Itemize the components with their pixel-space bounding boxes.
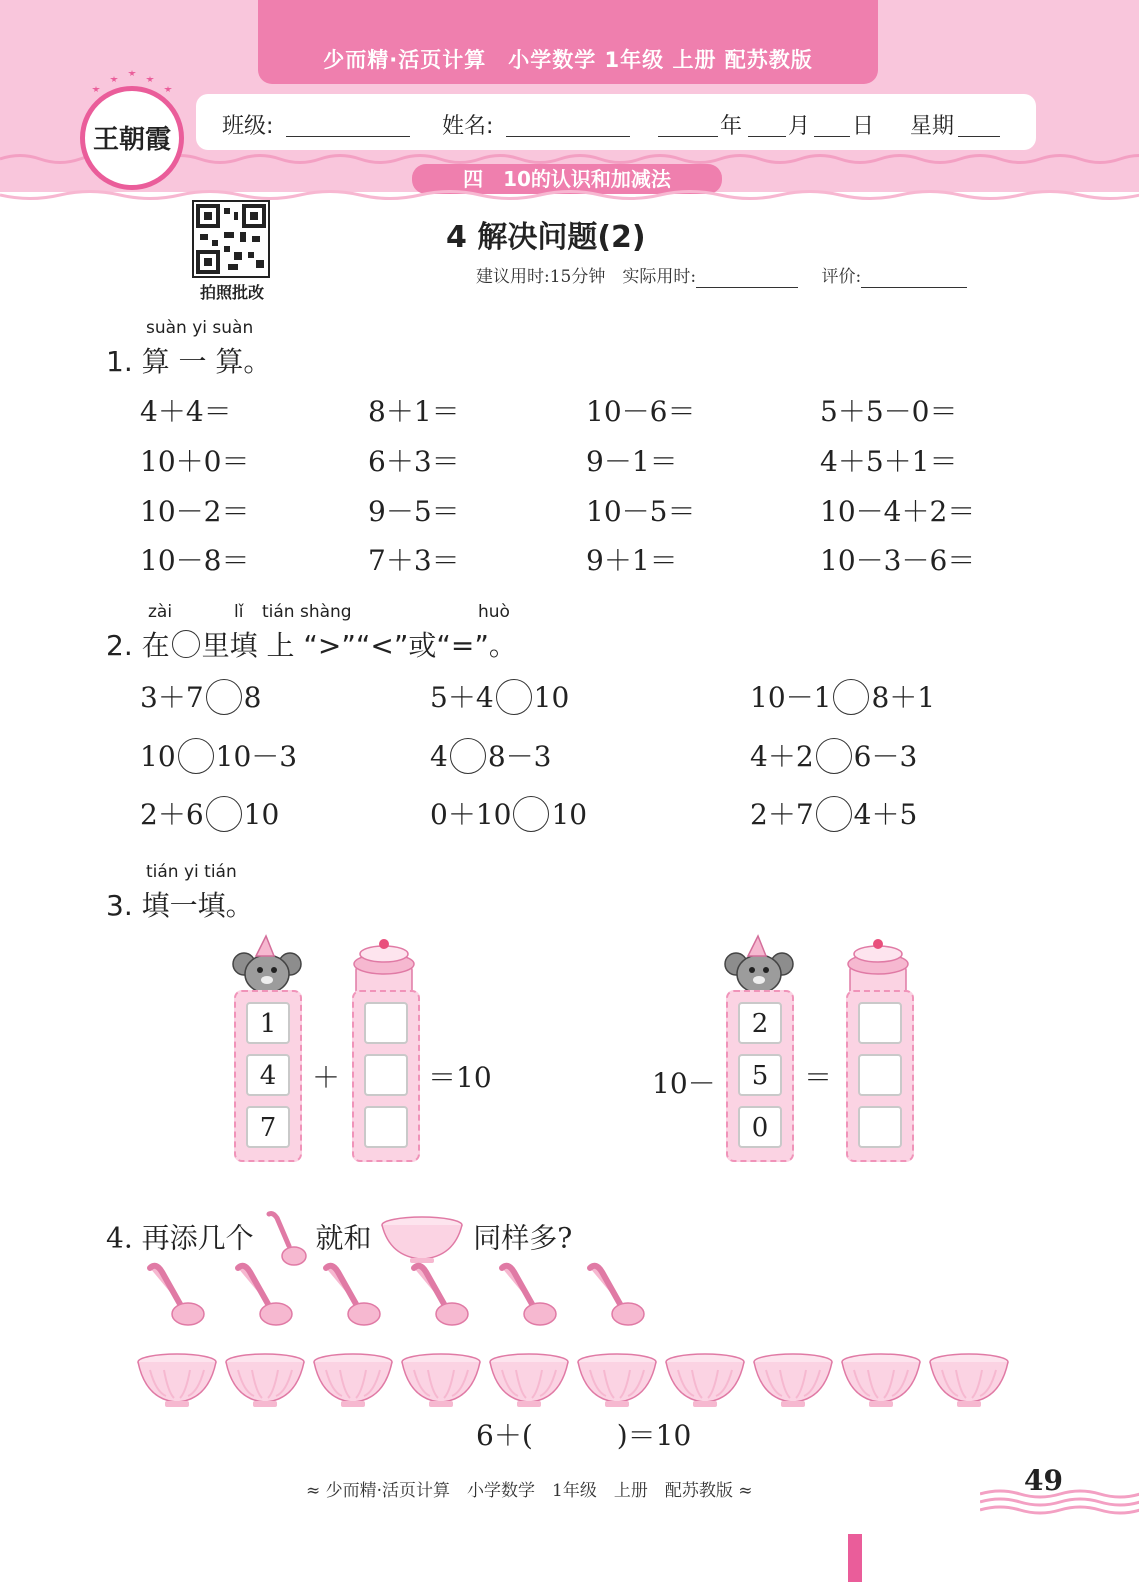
q4-equation (476, 1414, 691, 1454)
actual-time-field[interactable] (696, 267, 798, 288)
name-field[interactable] (506, 136, 630, 137)
q4-eq-left: 6＋( (476, 1419, 533, 1452)
q2-left: 10－1 (750, 681, 832, 714)
q1-eq[interactable]: 5＋5－0＝ (820, 395, 958, 428)
answer-circle[interactable] (206, 679, 242, 715)
evaluation-label: 评价: (821, 267, 862, 287)
year-label: 年 (720, 114, 743, 139)
right-number-column (726, 990, 794, 1162)
page-number: 49 (1024, 1464, 1063, 1497)
q1-eq[interactable]: 4＋4＝ (140, 395, 232, 428)
answer-cell[interactable] (364, 1106, 408, 1148)
bowl-icon (136, 1352, 218, 1412)
class-label: 班级: (222, 114, 274, 139)
bowl-icon (928, 1352, 1010, 1412)
q2-right: 8＋1 (871, 681, 936, 714)
answer-circle[interactable] (450, 738, 486, 774)
q2-comparison (430, 735, 551, 777)
q1-eq[interactable]: 10＋0＝ (140, 445, 250, 478)
bowl-icon (752, 1352, 834, 1412)
footer-text: ≈ 少而精·活页计算 小学数学 1年级 上册 配苏教版 ≈ (306, 1481, 753, 1501)
qr-label: 拍照批改 (199, 283, 264, 302)
q2-comparison (140, 793, 279, 835)
q4-heading-c: 同样多? (473, 1221, 573, 1255)
day-label: 日 (852, 114, 875, 139)
number-cell: 2 (738, 1002, 782, 1044)
q2-right: 10－3 (215, 740, 298, 773)
spoon-icon (408, 1262, 472, 1332)
q1-eq[interactable]: 6＋3＝ (368, 445, 460, 478)
q2-comparison (750, 793, 917, 835)
q4-eq-right: )＝10 (616, 1419, 692, 1452)
answer-circle[interactable] (206, 796, 242, 832)
bowl-icon (576, 1352, 658, 1412)
right-prefix: 10－ (652, 1067, 716, 1100)
q2-comparison (750, 735, 917, 777)
left-result: ＝10 (428, 1061, 492, 1094)
q2-left: 10 (140, 740, 176, 773)
q2-comparison (430, 793, 587, 835)
left-number-column (234, 990, 302, 1162)
spoon-icon (320, 1262, 384, 1332)
q2-left: 0＋10 (430, 798, 512, 831)
right-answer-column (846, 990, 914, 1162)
logo-text: 王朝霞 (92, 125, 171, 155)
bowl-icon (380, 1215, 464, 1265)
q1-eq[interactable]: 10－5＝ (586, 495, 696, 528)
mouse-icon (724, 934, 794, 994)
answer-cell[interactable] (364, 1002, 408, 1044)
q2-comparison (140, 676, 261, 718)
number-cell: 4 (246, 1054, 290, 1096)
answer-circle[interactable] (496, 679, 532, 715)
student-info-box (196, 94, 1036, 150)
number-cell: 1 (246, 1002, 290, 1044)
q2-right: 10 (551, 798, 588, 831)
q2-pinyin-tianshang: tián shàng (262, 602, 352, 622)
qr-code-icon[interactable] (192, 200, 270, 278)
page-edge-mark (848, 1534, 862, 1582)
spoon-icon (496, 1262, 560, 1332)
number-cell: 5 (738, 1054, 782, 1096)
answer-cell[interactable] (858, 1002, 902, 1044)
q2-left: 2＋6 (140, 798, 204, 831)
q2-pinyin-zai: zài (148, 602, 173, 622)
q2-right: 4＋5 (853, 798, 918, 831)
spoon-icon (232, 1262, 296, 1332)
q1-heading: 1. 算 一 算。 (106, 345, 272, 378)
time-line (476, 262, 967, 288)
q2-right: 10 (243, 798, 280, 831)
spoon-row (144, 1262, 664, 1334)
q2-right: 8 (243, 681, 262, 714)
answer-circle[interactable] (513, 796, 549, 832)
q1-eq[interactable]: 9－1＝ (586, 445, 678, 478)
q2-pinyin-li: lǐ (234, 602, 244, 622)
q4-heading-b: 就和 (315, 1221, 372, 1255)
q1-eq[interactable]: 4＋5＋1＝ (820, 445, 958, 478)
q4-heading (106, 1210, 572, 1270)
q2-left: 5＋4 (430, 681, 494, 714)
spoon-icon (144, 1262, 208, 1332)
equals-sign: ＝ (804, 1061, 833, 1094)
q3-pinyin: tián yi tián (146, 862, 237, 882)
number-cell: 0 (738, 1106, 782, 1148)
month-field[interactable] (748, 136, 786, 137)
bowl-icon (840, 1352, 922, 1412)
name-label: 姓名: (442, 114, 494, 139)
brand-logo (80, 86, 184, 190)
answer-circle[interactable] (178, 738, 214, 774)
q2-comparison (140, 735, 297, 777)
circle-icon (172, 630, 200, 658)
q2-comparison (750, 676, 935, 718)
lesson-title: 4 解决问题(2) (446, 220, 646, 255)
q3-heading: 3. 填一填。 (106, 889, 254, 922)
q2-heading-suffix: 里填 上 “>”“<”或“=”。 (201, 629, 517, 662)
q1-eq[interactable]: 10－8＝ (140, 544, 250, 577)
answer-cell[interactable] (858, 1106, 902, 1148)
spoon-icon (584, 1262, 648, 1332)
bowl-icon (400, 1352, 482, 1412)
q1-eq[interactable]: 10－4＋2＝ (820, 495, 976, 528)
mouse-icon (232, 934, 302, 994)
unit-tab: 四 10的认识和加减法 (412, 164, 722, 194)
header-bottom-wave (0, 190, 1139, 204)
q1-eq[interactable]: 9－5＝ (368, 495, 460, 528)
bowl-icon (312, 1352, 394, 1412)
weekday-label: 星期 (910, 114, 955, 139)
answer-circle[interactable] (816, 738, 852, 774)
plus-sign: ＋ (312, 1061, 341, 1094)
month-label: 月 (788, 114, 811, 139)
q1-eq[interactable]: 10－3－6＝ (820, 544, 976, 577)
evaluation-field[interactable] (861, 267, 967, 288)
answer-cell[interactable] (858, 1054, 902, 1096)
class-field[interactable] (286, 136, 410, 137)
q2-heading (106, 624, 517, 664)
q2-left: 4＋2 (750, 740, 814, 773)
q2-heading-prefix: 2. 在 (106, 629, 170, 662)
q2-comparison (430, 676, 569, 718)
q4-heading-a: 4. 再添几个 (106, 1221, 254, 1255)
q1-eq[interactable]: 7＋3＝ (368, 544, 460, 577)
q2-right: 6－3 (853, 740, 918, 773)
header-title: 少而精·活页计算 小学数学 1年级 上册 配苏教版 (323, 48, 813, 72)
bowl-icon (488, 1352, 570, 1412)
year-field[interactable] (658, 136, 718, 137)
day-field[interactable] (814, 136, 850, 137)
number-cell: 7 (246, 1106, 290, 1148)
q2-left: 3＋7 (140, 681, 204, 714)
q2-right: 10 (533, 681, 570, 714)
q1-eq[interactable]: 9＋1＝ (586, 544, 678, 577)
bowl-row (136, 1352, 1016, 1414)
bowl-icon (224, 1352, 306, 1412)
spoon-icon (263, 1210, 307, 1270)
q4-answer-blank[interactable] (533, 1419, 617, 1452)
q2-pinyin-huo: huò (478, 602, 510, 622)
q1-pinyin: suàn yi suàn (146, 318, 254, 338)
left-answer-column (352, 990, 420, 1162)
weekday-field[interactable] (958, 136, 1000, 137)
q1-eq[interactable]: 10－6＝ (586, 395, 696, 428)
q2-left: 2＋7 (750, 798, 814, 831)
answer-cell[interactable] (364, 1054, 408, 1096)
answer-circle[interactable] (816, 796, 852, 832)
q1-eq[interactable]: 8＋1＝ (368, 395, 460, 428)
q2-right: 8－3 (487, 740, 552, 773)
time-hint: 建议用时:15分钟 实际用时: (476, 267, 697, 287)
answer-circle[interactable] (833, 679, 869, 715)
q1-eq[interactable]: 10－2＝ (140, 495, 250, 528)
q2-left: 4 (430, 740, 448, 773)
bowl-icon (664, 1352, 746, 1412)
